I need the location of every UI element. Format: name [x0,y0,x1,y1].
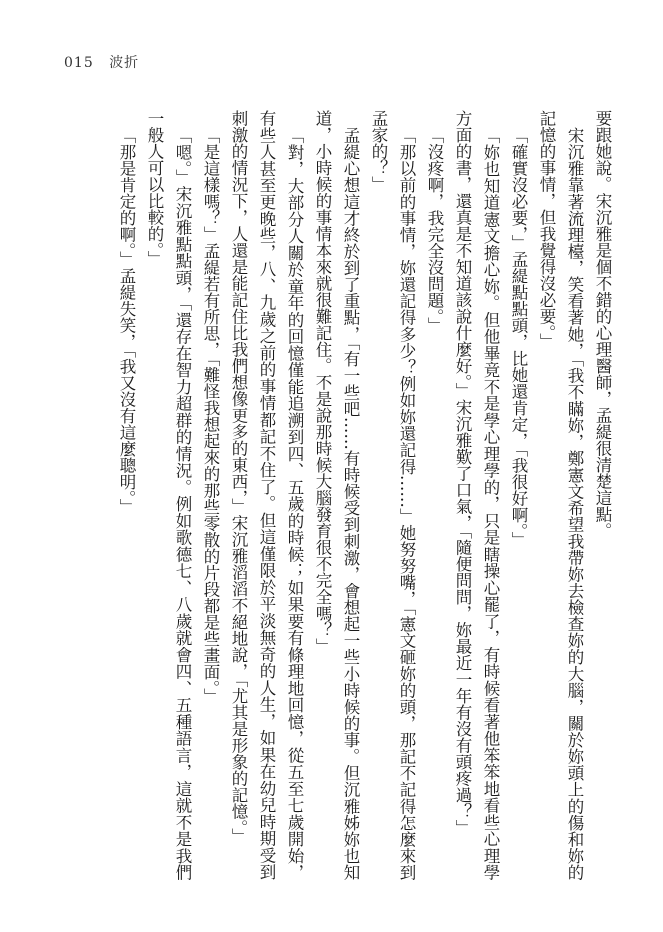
book-title: 波折 [109,55,140,71]
paragraph: 「妳也知道憲文擔心妳。但他畢竟不是學心理學的，只是瞎操心罷了，有時候看著他笨笨地看些心理學方面的書，還真是不知道該說什麼好。」宋沉雅歎了口氣，「隨便問問，妳最近一年有沒有頭疼過？」 [453,110,500,880]
paragraph: 「沒疼啊，我完全沒問題。」 [425,126,444,333]
paragraph: 「是這樣嗎？」孟緹若有所思，「難怪我想起來的那些零散的片段都是些畫面。」 [201,126,220,704]
paragraph: 「對，大部分人關於童年的回憶僅能追溯到四、五歲的時候；如果要有條理地回憶，從五至七歲開始，有些人甚至更晚些，八、九歲之前的事情都記不住了。但這僅限於平淡無奇的人生，如果在幼兒時期受到刺激的情況下，人還是能記住比我們想像更多的東西，」宋沉雅滔滔不絕地說，「尤其是形象的記憶。」 [229,110,304,880]
page-number: 015 [64,55,94,71]
paragraph: 「嗯。」宋沉雅點點頭，「還存在智力超群的情況。例如歌德七、八歲就會四、五種語言，這就不是我們一般人可以比較的。」 [145,110,192,880]
running-header [64,52,139,72]
paragraph: 「那是肯定的啊。」孟緹失笑，「我又沒有這麼聰明。」 [117,126,136,515]
paragraph: 要跟她說。宋沉雅是個不錯的心理醫師，孟緹很清楚這點。 [593,110,612,539]
paragraph: 孟緹心想這才終於到了重點，「有一些吧……有時候受到刺激，會想起一些小時候的事。但沉雅姊妳也知道，小時候的事情本來就很難記住。不是說那時候大腦發育很不完全嗎？」 [313,110,360,880]
body-text [60,110,616,880]
paragraph: 「確實沒必要，」孟緹點點頭，比她還肯定，「我很好啊。」 [509,126,528,548]
paragraph: 「那以前的事情，妳還記得多少？例如妳還記得……」她努努嘴，「憲文砸妳的頭，那記不記得怎麼來到孟家的？」 [369,110,416,880]
paragraph: 宋沉雅靠著流理檯，笑看著她，「我不瞞妳，鄭憲文希望我帶妳去檢查妳的大腦，關於妳頭上的傷和妳的記憶的事情，但我覺得沒必要。」 [537,110,584,880]
